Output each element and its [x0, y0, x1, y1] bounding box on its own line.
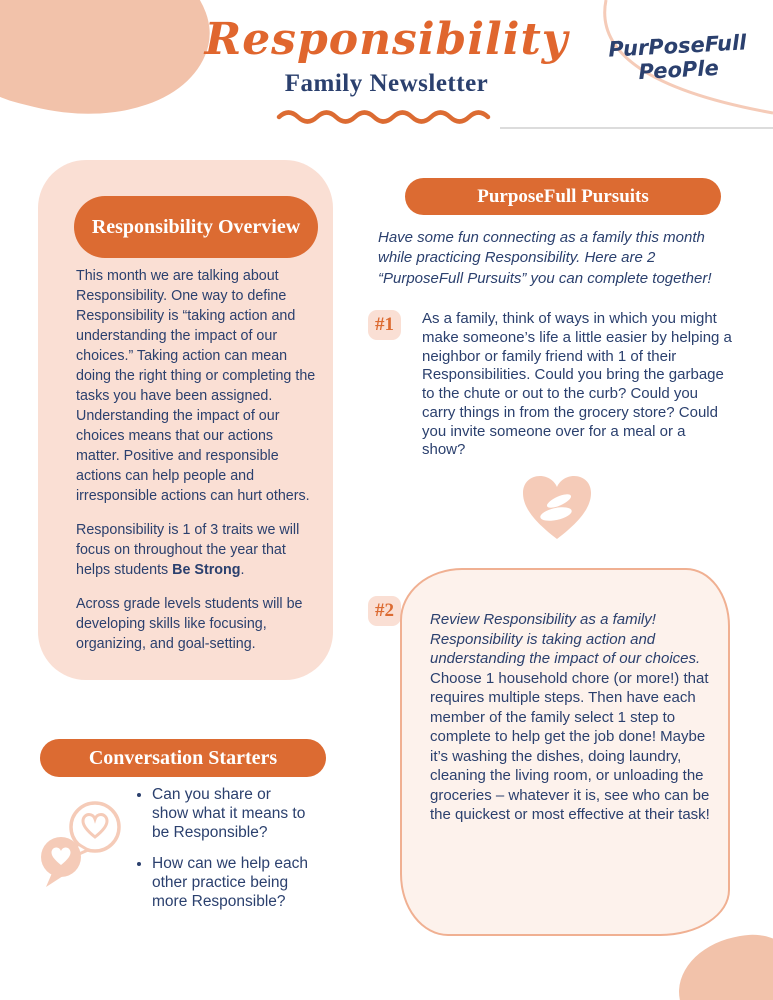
heart-hands-icon [520, 474, 594, 544]
brand-logo-line2: PeoPle [637, 56, 720, 85]
overview-heading-pill [74, 196, 318, 258]
starter-item-1: • Can you share or show what it means to be Responsible? [152, 786, 310, 843]
corner-blob-bottom-right [669, 925, 773, 1000]
starter-item-2: • How can we help each other practice being more Responsible? [152, 855, 310, 912]
overview-paragraph-2 [76, 520, 318, 580]
pursuit-2-italic-text: Review Responsibility as a family! Responsibility is taking action and understanding the impact of our choices. [430, 611, 701, 667]
overview-heading: Responsibility Overview [91, 215, 301, 238]
brand-logo [602, 30, 754, 86]
overview-body [76, 266, 318, 668]
overview-paragraph-2-suffix: . [240, 562, 245, 579]
pursuit-2-text [430, 610, 718, 825]
newsletter-subtitle: Family Newsletter [284, 70, 489, 98]
overview-paragraph-2-bold: Be Strong [172, 562, 241, 579]
overview-paragraph-1: This month we are talking about Responsibility. One way to define Responsibility is “taking action and understanding the impact of our choices.” Taking action can mean doing the right thing or completing the tasks you have been assigned. Understanding the impact of our choices means that our actions matter. Positive and responsible actions can help people and irresponsible actions can hurt others. [76, 268, 316, 505]
starters-list [132, 786, 310, 923]
pursuit-2-number: #2 [368, 596, 401, 626]
overview-paragraph-3: Across grade levels students will be developing skills like focusing, organizing, and goal-setting. [76, 596, 303, 653]
pursuit-1-number: #1 [368, 310, 401, 340]
wave-divider-icon [273, 106, 501, 124]
pursuits-intro: Have some fun connecting as a family this month while practicing Responsibility. Here are 2 “PurposeFull Pursuits” you can complete together! [378, 229, 712, 287]
speech-bubbles-icon [32, 794, 132, 894]
pursuit-2-body-text: Choose 1 household chore (or more!) that requires multiple steps. Then have each member of the family select 1 step to complete to help get the job done! Maybe it’s washing the dishes, doing laundry, cleaning the living room, or unloading the groceries – whatever it is, see who can be the quickest or most effective at their task! [430, 669, 710, 823]
newsletter-title: Responsibility [204, 14, 569, 65]
header [177, 16, 597, 129]
overview-paragraph-2-text: Responsibility is 1 of 3 traits we will focus on throughout the year that helps students [76, 522, 300, 579]
starters-heading: Conversation Starters [88, 746, 278, 769]
pursuit-2-box [400, 568, 730, 936]
pursuit-1-text: As a family, think of ways in which you might make someone’s life a little easier by helping a neighbor or family friend with 1 of their Responsibilities. Could you bring the garbage to the chute or out to the curb? Could you carry things in from the grocery store? Could you invite someone over for a meal or a show? [422, 310, 732, 459]
pursuits-heading-pill [405, 178, 721, 215]
brand-logo-line1: PurPoseFull [607, 30, 747, 62]
starters-heading-pill [40, 739, 326, 777]
pursuits-heading: PurposeFull Pursuits [477, 185, 649, 207]
